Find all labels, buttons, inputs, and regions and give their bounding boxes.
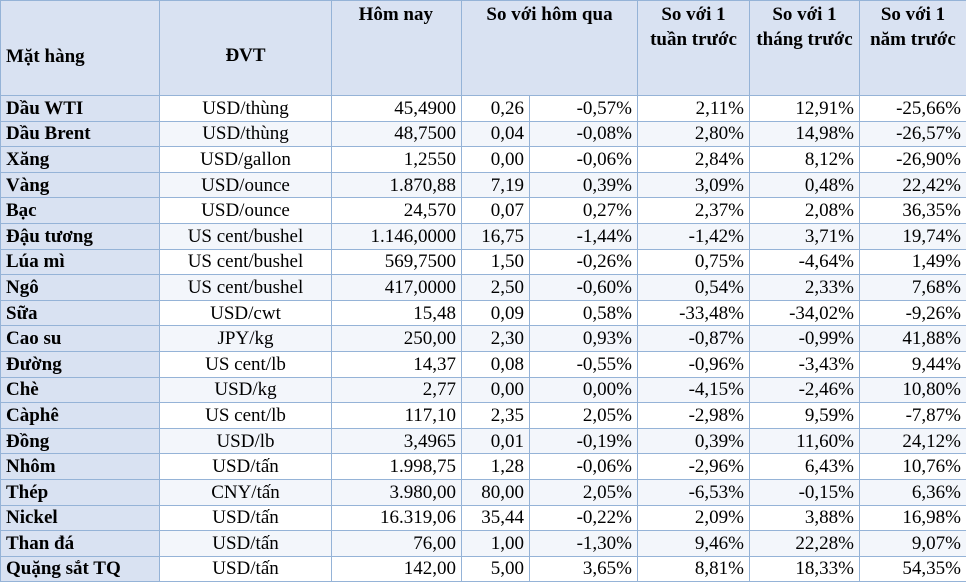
change-vs-week-cell: -2,96% (638, 454, 750, 480)
change-vs-yesterday-cell: 0,26 (462, 96, 530, 122)
change-vs-year-cell: 1,49% (860, 249, 966, 275)
today-price-cell: 1.146,0000 (332, 223, 462, 249)
commodity-name: Càphê (1, 403, 160, 429)
commodity-name: Cao su (1, 326, 160, 352)
unit-cell: US cent/lb (160, 403, 332, 429)
change-vs-month-cell: 12,91% (750, 96, 860, 122)
change-vs-year-cell: -9,26% (860, 300, 966, 326)
change-vs-year-cell: 10,80% (860, 377, 966, 403)
change-vs-month-cell: 6,43% (750, 454, 860, 480)
change-pct-vs-yesterday-cell: -0,19% (530, 428, 638, 454)
commodity-name: Chè (1, 377, 160, 403)
today-price-cell: 15,48 (332, 300, 462, 326)
unit-cell: USD/kg (160, 377, 332, 403)
change-vs-yesterday-cell: 0,01 (462, 428, 530, 454)
unit-cell: USD/tấn (160, 531, 332, 557)
unit-cell: US cent/lb (160, 351, 332, 377)
header-vs-yesterday: So với hôm qua (462, 1, 638, 96)
change-vs-week-cell: -0,96% (638, 351, 750, 377)
change-pct-vs-yesterday-cell: -0,57% (530, 96, 638, 122)
change-pct-vs-yesterday-cell: 0,27% (530, 198, 638, 224)
unit-cell: US cent/bushel (160, 275, 332, 301)
unit-cell: USD/ounce (160, 172, 332, 198)
change-vs-month-cell: -4,64% (750, 249, 860, 275)
change-vs-year-cell: -25,66% (860, 96, 966, 122)
table-row (1, 300, 966, 326)
table-row (1, 198, 966, 224)
commodity-name: Nhôm (1, 454, 160, 480)
change-vs-month-cell: 14,98% (750, 121, 860, 147)
change-vs-month-cell: -0,99% (750, 326, 860, 352)
change-vs-month-cell: 9,59% (750, 403, 860, 429)
change-pct-vs-yesterday-cell: -0,06% (530, 147, 638, 173)
change-vs-year-cell: 7,68% (860, 275, 966, 301)
change-pct-vs-yesterday-cell: 0,39% (530, 172, 638, 198)
change-vs-month-cell: 22,28% (750, 531, 860, 557)
change-vs-week-cell: -4,15% (638, 377, 750, 403)
today-price-cell: 250,00 (332, 326, 462, 352)
change-vs-year-cell: 10,76% (860, 454, 966, 480)
change-vs-month-cell: 0,48% (750, 172, 860, 198)
change-vs-week-cell: 0,75% (638, 249, 750, 275)
change-pct-vs-yesterday-cell: 0,00% (530, 377, 638, 403)
commodity-name: Đậu tương (1, 223, 160, 249)
table-row (1, 249, 966, 275)
today-price-cell: 417,0000 (332, 275, 462, 301)
change-vs-week-cell: -2,98% (638, 403, 750, 429)
change-vs-yesterday-cell: 0,00 (462, 377, 530, 403)
header-vs-month: So với 1 tháng trước (750, 1, 860, 96)
table-row (1, 454, 966, 480)
table-row (1, 351, 966, 377)
table-row (1, 121, 966, 147)
change-vs-week-cell: 2,80% (638, 121, 750, 147)
change-vs-yesterday-cell: 2,50 (462, 275, 530, 301)
unit-cell: CNY/tấn (160, 479, 332, 505)
change-vs-yesterday-cell: 1,00 (462, 531, 530, 557)
table-row (1, 147, 966, 173)
today-price-cell: 142,00 (332, 556, 462, 582)
table-row (1, 96, 966, 122)
header-today: Hôm nay (332, 1, 462, 96)
change-vs-year-cell: 22,42% (860, 172, 966, 198)
change-pct-vs-yesterday-cell: -0,55% (530, 351, 638, 377)
header-item: Mặt hàng (1, 1, 160, 96)
change-vs-year-cell: 24,12% (860, 428, 966, 454)
today-price-cell: 3,4965 (332, 428, 462, 454)
unit-cell: USD/ounce (160, 198, 332, 224)
change-pct-vs-yesterday-cell: -1,44% (530, 223, 638, 249)
table-row (1, 531, 966, 557)
change-vs-week-cell: 2,84% (638, 147, 750, 173)
unit-cell: JPY/kg (160, 326, 332, 352)
change-vs-yesterday-cell: 0,00 (462, 147, 530, 173)
change-vs-yesterday-cell: 80,00 (462, 479, 530, 505)
commodity-name: Dầu Brent (1, 121, 160, 147)
change-vs-yesterday-cell: 1,50 (462, 249, 530, 275)
commodity-name: Lúa mì (1, 249, 160, 275)
change-vs-week-cell: 3,09% (638, 172, 750, 198)
change-vs-year-cell: -7,87% (860, 403, 966, 429)
change-vs-yesterday-cell: 5,00 (462, 556, 530, 582)
today-price-cell: 16.319,06 (332, 505, 462, 531)
change-vs-year-cell: 16,98% (860, 505, 966, 531)
change-vs-week-cell: 0,54% (638, 275, 750, 301)
change-vs-yesterday-cell: 1,28 (462, 454, 530, 480)
change-vs-week-cell: 0,39% (638, 428, 750, 454)
unit-cell: US cent/bushel (160, 223, 332, 249)
change-vs-week-cell: -0,87% (638, 326, 750, 352)
today-price-cell: 2,77 (332, 377, 462, 403)
unit-cell: USD/tấn (160, 454, 332, 480)
commodity-name: Dầu WTI (1, 96, 160, 122)
commodity-name: Xăng (1, 147, 160, 173)
change-pct-vs-yesterday-cell: 2,05% (530, 479, 638, 505)
change-vs-yesterday-cell: 2,35 (462, 403, 530, 429)
change-vs-month-cell: 3,71% (750, 223, 860, 249)
header-vs-year: So với 1 năm trước (860, 1, 966, 96)
change-vs-week-cell: 8,81% (638, 556, 750, 582)
today-price-cell: 48,7500 (332, 121, 462, 147)
commodity-name: Bạc (1, 198, 160, 224)
change-vs-month-cell: -34,02% (750, 300, 860, 326)
table-row (1, 377, 966, 403)
change-pct-vs-yesterday-cell: 0,93% (530, 326, 638, 352)
change-vs-month-cell: 8,12% (750, 147, 860, 173)
table-row (1, 479, 966, 505)
change-vs-year-cell: 54,35% (860, 556, 966, 582)
change-pct-vs-yesterday-cell: 2,05% (530, 403, 638, 429)
unit-cell: USD/lb (160, 428, 332, 454)
change-vs-month-cell: 3,88% (750, 505, 860, 531)
change-vs-year-cell: -26,57% (860, 121, 966, 147)
today-price-cell: 117,10 (332, 403, 462, 429)
table-row (1, 275, 966, 301)
change-vs-month-cell: -0,15% (750, 479, 860, 505)
unit-cell: USD/gallon (160, 147, 332, 173)
unit-cell: USD/thùng (160, 96, 332, 122)
change-vs-yesterday-cell: 16,75 (462, 223, 530, 249)
change-vs-yesterday-cell: 0,07 (462, 198, 530, 224)
table-body (1, 96, 966, 582)
change-vs-month-cell: 2,08% (750, 198, 860, 224)
today-price-cell: 1,2550 (332, 147, 462, 173)
change-vs-week-cell: 2,11% (638, 96, 750, 122)
unit-cell: US cent/bushel (160, 249, 332, 275)
table-row (1, 326, 966, 352)
commodity-name: Sữa (1, 300, 160, 326)
today-price-cell: 1.998,75 (332, 454, 462, 480)
commodity-name: Than đá (1, 531, 160, 557)
unit-cell: USD/thùng (160, 121, 332, 147)
today-price-cell: 3.980,00 (332, 479, 462, 505)
change-pct-vs-yesterday-cell: -1,30% (530, 531, 638, 557)
change-vs-month-cell: -2,46% (750, 377, 860, 403)
change-vs-year-cell: 9,44% (860, 351, 966, 377)
change-vs-month-cell: -3,43% (750, 351, 860, 377)
change-vs-month-cell: 18,33% (750, 556, 860, 582)
today-price-cell: 1.870,88 (332, 172, 462, 198)
commodity-name: Thép (1, 479, 160, 505)
commodity-name: Vàng (1, 172, 160, 198)
header-row (1, 1, 966, 96)
today-price-cell: 24,570 (332, 198, 462, 224)
change-vs-week-cell: 2,09% (638, 505, 750, 531)
commodity-name: Nickel (1, 505, 160, 531)
today-price-cell: 569,7500 (332, 249, 462, 275)
today-price-cell: 14,37 (332, 351, 462, 377)
table-row (1, 556, 966, 582)
change-vs-yesterday-cell: 35,44 (462, 505, 530, 531)
change-vs-yesterday-cell: 0,09 (462, 300, 530, 326)
today-price-cell: 76,00 (332, 531, 462, 557)
change-vs-yesterday-cell: 0,04 (462, 121, 530, 147)
unit-cell: USD/tấn (160, 505, 332, 531)
change-pct-vs-yesterday-cell: 0,58% (530, 300, 638, 326)
change-pct-vs-yesterday-cell: -0,22% (530, 505, 638, 531)
change-vs-month-cell: 11,60% (750, 428, 860, 454)
header-unit: ĐVT (160, 1, 332, 96)
change-vs-week-cell: 2,37% (638, 198, 750, 224)
change-pct-vs-yesterday-cell: -0,08% (530, 121, 638, 147)
change-vs-yesterday-cell: 0,08 (462, 351, 530, 377)
header-vs-week: So với 1 tuần trước (638, 1, 750, 96)
change-vs-week-cell: -6,53% (638, 479, 750, 505)
change-vs-year-cell: 36,35% (860, 198, 966, 224)
commodity-name: Đường (1, 351, 160, 377)
change-vs-yesterday-cell: 2,30 (462, 326, 530, 352)
change-vs-yesterday-cell: 7,19 (462, 172, 530, 198)
commodity-name: Quặng sắt TQ (1, 556, 160, 582)
change-pct-vs-yesterday-cell: -0,60% (530, 275, 638, 301)
table-row (1, 172, 966, 198)
table-row (1, 428, 966, 454)
change-pct-vs-yesterday-cell: -0,06% (530, 454, 638, 480)
unit-cell: USD/tấn (160, 556, 332, 582)
unit-cell: USD/cwt (160, 300, 332, 326)
change-vs-year-cell: -26,90% (860, 147, 966, 173)
change-vs-year-cell: 19,74% (860, 223, 966, 249)
change-pct-vs-yesterday-cell: -0,26% (530, 249, 638, 275)
change-vs-year-cell: 6,36% (860, 479, 966, 505)
change-vs-week-cell: -1,42% (638, 223, 750, 249)
change-vs-year-cell: 9,07% (860, 531, 966, 557)
change-vs-week-cell: -33,48% (638, 300, 750, 326)
change-vs-month-cell: 2,33% (750, 275, 860, 301)
table-row (1, 223, 966, 249)
today-price-cell: 45,4900 (332, 96, 462, 122)
table-row (1, 403, 966, 429)
change-vs-year-cell: 41,88% (860, 326, 966, 352)
commodity-name: Ngô (1, 275, 160, 301)
table-row (1, 505, 966, 531)
commodity-name: Đồng (1, 428, 160, 454)
change-vs-week-cell: 9,46% (638, 531, 750, 557)
change-pct-vs-yesterday-cell: 3,65% (530, 556, 638, 582)
